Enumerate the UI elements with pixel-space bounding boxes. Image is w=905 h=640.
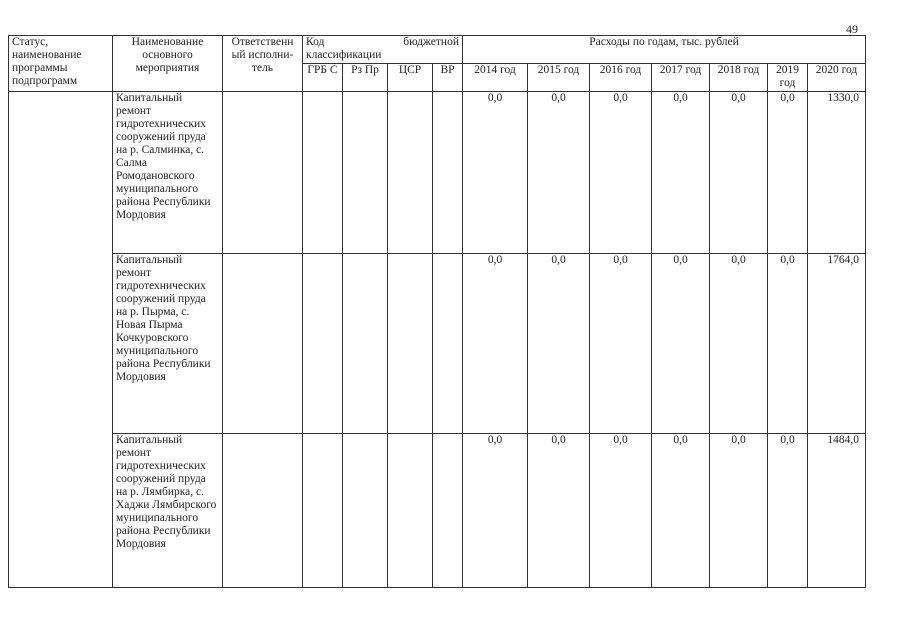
- header-year-2018: 2018 год: [710, 64, 768, 92]
- header-kod-right: бюджетной: [403, 36, 459, 48]
- value-2017: 0,0: [652, 434, 710, 588]
- header-vr: ВР: [433, 64, 463, 92]
- header-kod-left: Код: [306, 36, 325, 48]
- event-name: Капитальный ремонт гидротехнических сооружений пруда на р. Салминка, с. Салма Ромодановского муниципального района Республики Мордовия: [113, 92, 223, 254]
- value-2018: 0,0: [710, 254, 768, 434]
- value-2019: 0,0: [768, 92, 808, 254]
- table-row: [9, 254, 866, 434]
- value-2020: 1330,0: [808, 92, 866, 254]
- page-number: 49: [846, 22, 858, 36]
- executor-cell: [223, 254, 303, 434]
- header-kod-second: классификации: [306, 49, 382, 61]
- header-year-2017: 2017 год: [652, 64, 710, 92]
- header-name: Наименование основного мероприятия: [113, 36, 223, 92]
- value-2019: 0,0: [768, 434, 808, 588]
- value-2017: 0,0: [652, 92, 710, 254]
- value-2020: 1484,0: [808, 434, 866, 588]
- header-expenses: Расходы по годам, тыс. рублей: [463, 36, 866, 64]
- rzpr-cell: [343, 92, 388, 254]
- value-2014: 0,0: [463, 254, 528, 434]
- header-csr: ЦСР: [388, 64, 433, 92]
- value-2015: 0,0: [528, 434, 590, 588]
- header-executor: Ответственн ый исполни- тель: [223, 36, 303, 92]
- table-row: [9, 434, 866, 588]
- event-name: Капитальный ремонт гидротехнических сооружений пруда на р. Лямбирка, с. Хаджи Лямбирского муниципального района Республики Мордовия: [113, 434, 223, 588]
- table-row: [9, 92, 866, 254]
- budget-table: [8, 35, 866, 588]
- value-2016: 0,0: [590, 92, 652, 254]
- value-2014: 0,0: [463, 434, 528, 588]
- header-row-1: [9, 36, 866, 64]
- rzpr-cell: [343, 434, 388, 588]
- csr-cell: [388, 92, 433, 254]
- value-2014: 0,0: [463, 92, 528, 254]
- value-2018: 0,0: [710, 434, 768, 588]
- status-cell: [9, 92, 113, 588]
- header-rzpr: Рз Пр: [343, 64, 388, 92]
- event-name: Капитальный ремонт гидротехнических сооружений пруда на р. Пырма, с. Новая Пырма Кочкуровского муниципального района Республики Мордовия: [113, 254, 223, 434]
- value-2015: 0,0: [528, 254, 590, 434]
- rzpr-cell: [343, 254, 388, 434]
- value-2015: 0,0: [528, 92, 590, 254]
- header-year-2015: 2015 год: [528, 64, 590, 92]
- value-2017: 0,0: [652, 254, 710, 434]
- value-2020: 1764,0: [808, 254, 866, 434]
- header-year-2020: 2020 год: [808, 64, 866, 92]
- grbs-cell: [303, 92, 343, 254]
- value-2019: 0,0: [768, 254, 808, 434]
- header-year-2016: 2016 год: [590, 64, 652, 92]
- csr-cell: [388, 254, 433, 434]
- value-2016: 0,0: [590, 254, 652, 434]
- executor-cell: [223, 92, 303, 254]
- vr-cell: [433, 254, 463, 434]
- header-year-2014: 2014 год: [463, 64, 528, 92]
- executor-cell: [223, 434, 303, 588]
- value-2018: 0,0: [710, 92, 768, 254]
- header-grbs: ГРБ С: [303, 64, 343, 92]
- header-year-2019: 2019 год: [768, 64, 808, 92]
- vr-cell: [433, 92, 463, 254]
- header-kod: [303, 36, 463, 64]
- value-2016: 0,0: [590, 434, 652, 588]
- vr-cell: [433, 434, 463, 588]
- header-status: Статус, наименование программы подпрограмм: [9, 36, 113, 92]
- grbs-cell: [303, 254, 343, 434]
- grbs-cell: [303, 434, 343, 588]
- csr-cell: [388, 434, 433, 588]
